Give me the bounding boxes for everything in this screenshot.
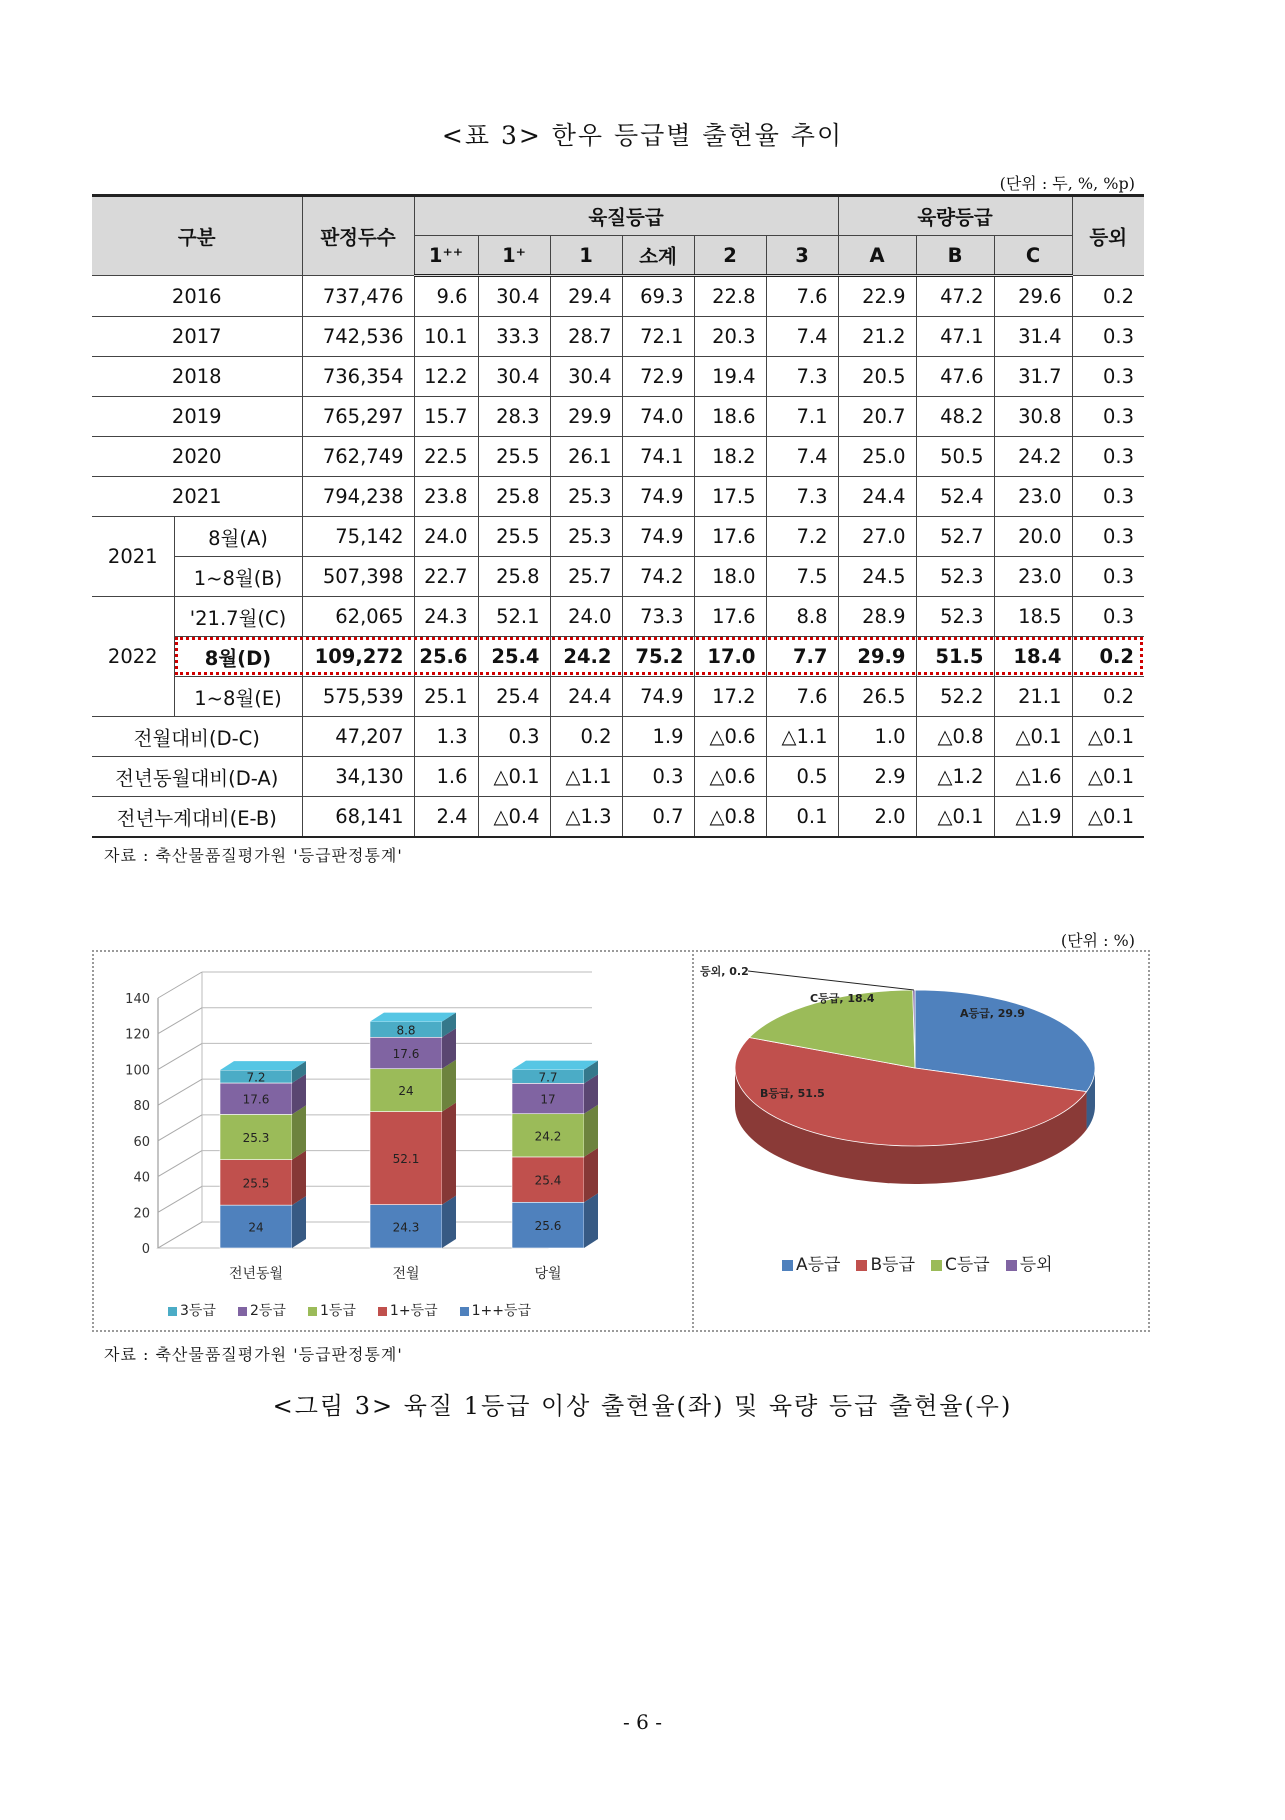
table-cell: 29.9 (838, 637, 916, 677)
table-cell: 18.4 (994, 637, 1072, 677)
header-gubun: 구분 (92, 196, 302, 276)
table-cell: △0.1 (478, 757, 550, 797)
pie-label: C등급, 18.4 (810, 992, 875, 1005)
legend-label: 1등급 (319, 1303, 356, 1319)
y-tick-label: 140 (125, 992, 150, 1007)
header-yield: 육량등급 (838, 196, 1072, 236)
bar-segment-side (584, 1148, 598, 1202)
table-cell: 47.6 (916, 357, 994, 397)
data-label: 7.2 (246, 1070, 266, 1085)
table-cell: 737,476 (302, 276, 414, 317)
figure-divider (692, 950, 694, 1332)
table-cell: 34,130 (302, 757, 414, 797)
table-row (92, 677, 1144, 717)
bar-segment-side (292, 1151, 306, 1206)
table-cell: 24.0 (414, 517, 478, 557)
page-number: - 6 - (623, 1710, 662, 1734)
table-cell: 0.3 (622, 757, 694, 797)
table-cell: 47.1 (916, 317, 994, 357)
table-cell: 24.4 (838, 477, 916, 517)
bar-segment-side (292, 1105, 306, 1159)
table-cell: 52.7 (916, 517, 994, 557)
data-label: 24 (248, 1220, 264, 1235)
legend-label: 1+등급 (389, 1303, 438, 1319)
legend-item (168, 1300, 216, 1320)
legend-label: C등급 (945, 1255, 990, 1275)
table-cell: 0.3 (1072, 317, 1144, 357)
table-cell: 507,398 (302, 557, 414, 597)
table-cell: 0.3 (1072, 437, 1144, 477)
table-cell: 20.3 (694, 317, 766, 357)
pie-legend (782, 1250, 1053, 1275)
table-cell: 25.0 (838, 437, 916, 477)
legend-swatch (782, 1260, 793, 1271)
table-cell: △0.1 (1072, 757, 1144, 797)
table-cell: 22.5 (414, 437, 478, 477)
table-cell: 47,207 (302, 717, 414, 757)
table-cell: 10.1 (414, 317, 478, 357)
table-cell: 0.3 (478, 717, 550, 757)
data-label: 24 (398, 1084, 414, 1099)
bar-segment-side (442, 1103, 456, 1205)
bar-top (370, 1013, 456, 1022)
header-count: 판정두수 (302, 196, 414, 276)
table-cell: △0.1 (916, 797, 994, 838)
gridline-side (158, 1186, 202, 1212)
table-cell: 7.6 (766, 677, 838, 717)
table-row (92, 517, 1144, 557)
table-cell: 7.2 (766, 517, 838, 557)
table-cell: 52.2 (916, 677, 994, 717)
row-label: 전년누계대비(E-B) (92, 797, 302, 838)
table-cell: 2.0 (838, 797, 916, 838)
table-cell: 51.5 (916, 637, 994, 677)
table-cell: 24.4 (550, 677, 622, 717)
table-cell: 31.7 (994, 357, 1072, 397)
legend-item (931, 1250, 990, 1275)
table-cell: 0.2 (1072, 276, 1144, 317)
table-row (92, 597, 1144, 637)
table-row (92, 757, 1144, 797)
header-sub: 1⁺⁺ (414, 236, 478, 276)
row-label: 2018 (92, 357, 302, 397)
bar-legend (168, 1300, 531, 1320)
legend-swatch (460, 1307, 469, 1316)
group-year: 2021 (92, 517, 174, 597)
x-tick-label: 전년동월 (228, 1266, 284, 1282)
legend-swatch (168, 1307, 177, 1316)
bar-top (220, 1061, 306, 1070)
table-cell: 23.0 (994, 557, 1072, 597)
table-cell: 1.6 (414, 757, 478, 797)
header-meat-quality: 육질등급 (414, 196, 838, 236)
pie-label: B등급, 51.5 (760, 1087, 825, 1100)
table-cell: 29.4 (550, 276, 622, 317)
table-cell: 1.0 (838, 717, 916, 757)
gridline-side (158, 1079, 202, 1105)
table-cell: 26.1 (550, 437, 622, 477)
table-cell: 28.7 (550, 317, 622, 357)
figure-unit: (단위 : %) (1060, 931, 1135, 950)
table-cell: 30.8 (994, 397, 1072, 437)
table-cell: 17.6 (694, 597, 766, 637)
table-cell: 21.2 (838, 317, 916, 357)
table-row (92, 276, 1144, 317)
table-cell: 7.3 (766, 477, 838, 517)
table-cell: 794,238 (302, 477, 414, 517)
table-cell: 25.4 (478, 637, 550, 677)
table-cell: 20.7 (838, 397, 916, 437)
table-cell: 30.4 (478, 276, 550, 317)
table-cell: 72.9 (622, 357, 694, 397)
data-label: 8.8 (396, 1023, 416, 1038)
table-cell: 1.9 (622, 717, 694, 757)
bar-segment-side (584, 1105, 598, 1157)
table-cell: 69.3 (622, 276, 694, 317)
table-cell: 15.7 (414, 397, 478, 437)
table-cell: 0.2 (1072, 637, 1144, 677)
table-cell: 22.7 (414, 557, 478, 597)
table-cell: 18.6 (694, 397, 766, 437)
row-label: 전월대비(D-C) (92, 717, 302, 757)
table-cell: 0.3 (1072, 477, 1144, 517)
table-cell: 20.5 (838, 357, 916, 397)
y-tick-label: 40 (133, 1170, 150, 1186)
table-cell: 52.1 (478, 597, 550, 637)
table-cell: 75.2 (622, 637, 694, 677)
data-label: 17.6 (242, 1092, 270, 1107)
table-cell: △0.4 (478, 797, 550, 838)
table-cell: 74.2 (622, 557, 694, 597)
table-cell: 7.1 (766, 397, 838, 437)
header-outgrade: 등외 (1072, 196, 1144, 276)
table-unit: (단위 : 두, %, %p) (999, 174, 1135, 193)
table-cell: 68,141 (302, 797, 414, 838)
row-label: 1~8월(B) (174, 557, 302, 597)
table-cell: 0.3 (1072, 357, 1144, 397)
table-cell: 47.2 (916, 276, 994, 317)
table-cell: 17.5 (694, 477, 766, 517)
table-cell: △0.1 (994, 717, 1072, 757)
table-cell: 24.3 (414, 597, 478, 637)
table-cell: 24.5 (838, 557, 916, 597)
table-cell: 25.8 (478, 557, 550, 597)
table-cell: 48.2 (916, 397, 994, 437)
table-cell: 742,536 (302, 317, 414, 357)
table-cell: 17.2 (694, 677, 766, 717)
row-label: 2017 (92, 317, 302, 357)
table-cell: 74.9 (622, 677, 694, 717)
grade-table (92, 194, 1144, 838)
table-cell: △1.9 (994, 797, 1072, 838)
legend-item (308, 1300, 356, 1320)
table-cell: 50.5 (916, 437, 994, 477)
legend-item (238, 1300, 286, 1320)
table-cell: △0.1 (1072, 717, 1144, 757)
table-cell: 575,539 (302, 677, 414, 717)
header-sub: 2 (694, 236, 766, 276)
table-cell: 22.8 (694, 276, 766, 317)
legend-item (856, 1250, 915, 1275)
table-cell: 62,065 (302, 597, 414, 637)
table-cell: △0.6 (694, 757, 766, 797)
row-label: 8월(D) (174, 637, 302, 677)
table-cell: △1.2 (916, 757, 994, 797)
table-cell: 25.5 (478, 517, 550, 557)
table-cell: 7.5 (766, 557, 838, 597)
legend-label: A등급 (796, 1255, 841, 1275)
stacked-bar-chart (110, 960, 680, 1290)
table-cell: 28.9 (838, 597, 916, 637)
bar-segment-side (584, 1193, 598, 1248)
legend-item (1006, 1250, 1053, 1275)
data-label: 25.4 (534, 1173, 562, 1188)
y-tick-label: 100 (125, 1063, 150, 1079)
header-sub: C (994, 236, 1072, 276)
data-label: 24.2 (534, 1129, 562, 1144)
table-cell: 7.4 (766, 317, 838, 357)
header-sub: B (916, 236, 994, 276)
table-row (92, 557, 1144, 597)
row-label: 8월(A) (174, 517, 302, 557)
figure-source: 자료 : 축산물품질평가원 '등급판정통계' (104, 1345, 403, 1364)
table-cell: △0.8 (916, 717, 994, 757)
table-cell: 7.4 (766, 437, 838, 477)
group-year: 2022 (92, 597, 174, 717)
table-cell: 27.0 (838, 517, 916, 557)
table-cell: 7.7 (766, 637, 838, 677)
table-cell: 7.3 (766, 357, 838, 397)
table-cell: 9.6 (414, 276, 478, 317)
table-cell: △1.1 (766, 717, 838, 757)
header-sub: A (838, 236, 916, 276)
table-cell: 0.2 (1072, 677, 1144, 717)
table-cell: 29.9 (550, 397, 622, 437)
table-cell: 765,297 (302, 397, 414, 437)
table-cell: 52.3 (916, 557, 994, 597)
legend-label: 1++등급 (471, 1303, 532, 1319)
table-source: 자료 : 축산물품질평가원 '등급판정통계' (104, 846, 403, 865)
table-cell: 0.3 (1072, 517, 1144, 557)
y-tick-label: 0 (141, 1242, 150, 1257)
legend-swatch (308, 1307, 317, 1316)
table-cell: 24.2 (550, 637, 622, 677)
table-cell: 19.4 (694, 357, 766, 397)
table-cell: 18.0 (694, 557, 766, 597)
y-tick-label: 60 (133, 1134, 150, 1150)
table-cell: 23.0 (994, 477, 1072, 517)
header-sub: 1⁺ (478, 236, 550, 276)
table-cell: △1.3 (550, 797, 622, 838)
y-tick-label: 80 (133, 1099, 150, 1115)
gridline-side (158, 1008, 202, 1034)
legend-swatch (1006, 1260, 1017, 1271)
bar-top (512, 1061, 598, 1070)
leader-line (748, 971, 914, 990)
row-label: 전년동월대비(D-A) (92, 757, 302, 797)
table-cell: 23.8 (414, 477, 478, 517)
x-tick-label: 당월 (534, 1266, 562, 1282)
legend-item (378, 1300, 438, 1320)
data-label: 52.1 (392, 1152, 420, 1167)
table-cell: 2.4 (414, 797, 478, 838)
table-cell: 74.9 (622, 517, 694, 557)
row-label: 2019 (92, 397, 302, 437)
legend-label: 등외 (1019, 1255, 1053, 1275)
legend-label: 3등급 (180, 1303, 216, 1319)
data-label: 25.5 (242, 1176, 270, 1191)
table-row (92, 357, 1144, 397)
table-cell: 25.5 (478, 437, 550, 477)
table-row (92, 397, 1144, 437)
table-cell: 7.6 (766, 276, 838, 317)
table-cell: 73.3 (622, 597, 694, 637)
table-cell: 26.5 (838, 677, 916, 717)
legend-item (460, 1300, 531, 1320)
gridline-side (158, 1115, 202, 1141)
pie-label: 등외, 0.2 (700, 965, 749, 978)
legend-item (782, 1250, 840, 1275)
table-cell: 2.9 (838, 757, 916, 797)
table-cell: 52.4 (916, 477, 994, 517)
table-cell: 74.1 (622, 437, 694, 477)
data-label: 24.3 (392, 1220, 420, 1235)
table-cell: 75,142 (302, 517, 414, 557)
data-label: 17 (540, 1092, 556, 1107)
table-cell: △0.1 (1072, 797, 1144, 838)
table-cell: △1.1 (550, 757, 622, 797)
table-cell: 52.3 (916, 597, 994, 637)
data-label: 17.6 (392, 1047, 420, 1061)
table-cell: △0.8 (694, 797, 766, 838)
table-cell: 25.8 (478, 477, 550, 517)
table-cell: 0.3 (1072, 557, 1144, 597)
table-cell: 25.4 (478, 677, 550, 717)
header-sub: 소계 (622, 236, 694, 276)
table-cell: 22.9 (838, 276, 916, 317)
table-title: <표 3> 한우 등급별 출현율 추이 (441, 121, 844, 150)
table-row (92, 477, 1144, 517)
legend-swatch (378, 1307, 387, 1316)
pie-chart (700, 960, 1140, 1260)
table-cell: 25.7 (550, 557, 622, 597)
y-tick-label: 20 (133, 1206, 150, 1222)
table-cell: 74.0 (622, 397, 694, 437)
header-sub: 3 (766, 236, 838, 276)
table-cell: 33.3 (478, 317, 550, 357)
bar-segment-side (442, 1196, 456, 1248)
table-cell: 24.0 (550, 597, 622, 637)
bar-segment-side (292, 1196, 306, 1248)
table-cell: 0.3 (1072, 597, 1144, 637)
table-cell: 736,354 (302, 357, 414, 397)
row-label: '21.7월(C) (174, 597, 302, 637)
legend-label: B등급 (870, 1255, 915, 1275)
table-row (92, 637, 1144, 677)
table-cell: 28.3 (478, 397, 550, 437)
table-cell: 109,272 (302, 637, 414, 677)
pie-label: A등급, 29.9 (960, 1007, 1025, 1020)
table-cell: 17.0 (694, 637, 766, 677)
row-label: 1~8월(E) (174, 677, 302, 717)
x-tick-label: 전월 (392, 1266, 420, 1282)
row-label: 2016 (92, 276, 302, 317)
table-cell: 0.1 (766, 797, 838, 838)
table-cell: △1.6 (994, 757, 1072, 797)
legend-swatch (931, 1260, 942, 1271)
data-label: 25.6 (534, 1219, 562, 1234)
legend-swatch (856, 1260, 867, 1271)
table-cell: 0.5 (766, 757, 838, 797)
table-cell: 72.1 (622, 317, 694, 357)
table-cell: 0.7 (622, 797, 694, 838)
table-cell: 25.6 (414, 637, 478, 677)
table-cell: 25.3 (550, 477, 622, 517)
table-cell: 0.2 (550, 717, 622, 757)
table-cell: 20.0 (994, 517, 1072, 557)
header-sub: 1 (550, 236, 622, 276)
figure-caption: <그림 3> 육질 1등급 이상 출현율(좌) 및 육량 등급 출현율(우) (272, 1392, 1013, 1420)
bar-segment-side (442, 1060, 456, 1112)
table-cell: 30.4 (550, 357, 622, 397)
table-cell: 1.3 (414, 717, 478, 757)
table-cell: 21.1 (994, 677, 1072, 717)
legend-swatch (238, 1307, 247, 1316)
table-cell: 18.5 (994, 597, 1072, 637)
table-cell: 25.1 (414, 677, 478, 717)
data-label: 7.7 (538, 1070, 558, 1085)
data-label: 25.3 (242, 1131, 270, 1146)
table-cell: 74.9 (622, 477, 694, 517)
table-cell: 0.3 (1072, 397, 1144, 437)
table-cell: △0.6 (694, 717, 766, 757)
table-cell: 25.3 (550, 517, 622, 557)
table-cell: 12.2 (414, 357, 478, 397)
table-cell: 30.4 (478, 357, 550, 397)
table-row (92, 437, 1144, 477)
gridline-side (158, 972, 202, 998)
table-cell: 762,749 (302, 437, 414, 477)
table-cell: 8.8 (766, 597, 838, 637)
table-cell: 24.2 (994, 437, 1072, 477)
table-cell: 31.4 (994, 317, 1072, 357)
table-cell: 29.6 (994, 276, 1072, 317)
table-row (92, 797, 1144, 838)
legend-label: 2등급 (249, 1303, 286, 1319)
table-cell: 18.2 (694, 437, 766, 477)
row-label: 2020 (92, 437, 302, 477)
gridline-side (158, 1043, 202, 1069)
table-cell: 17.6 (694, 517, 766, 557)
row-label: 2021 (92, 477, 302, 517)
table-row (92, 317, 1144, 357)
gridline-side (158, 1151, 202, 1177)
table-row (92, 717, 1144, 757)
y-tick-label: 120 (125, 1027, 150, 1043)
